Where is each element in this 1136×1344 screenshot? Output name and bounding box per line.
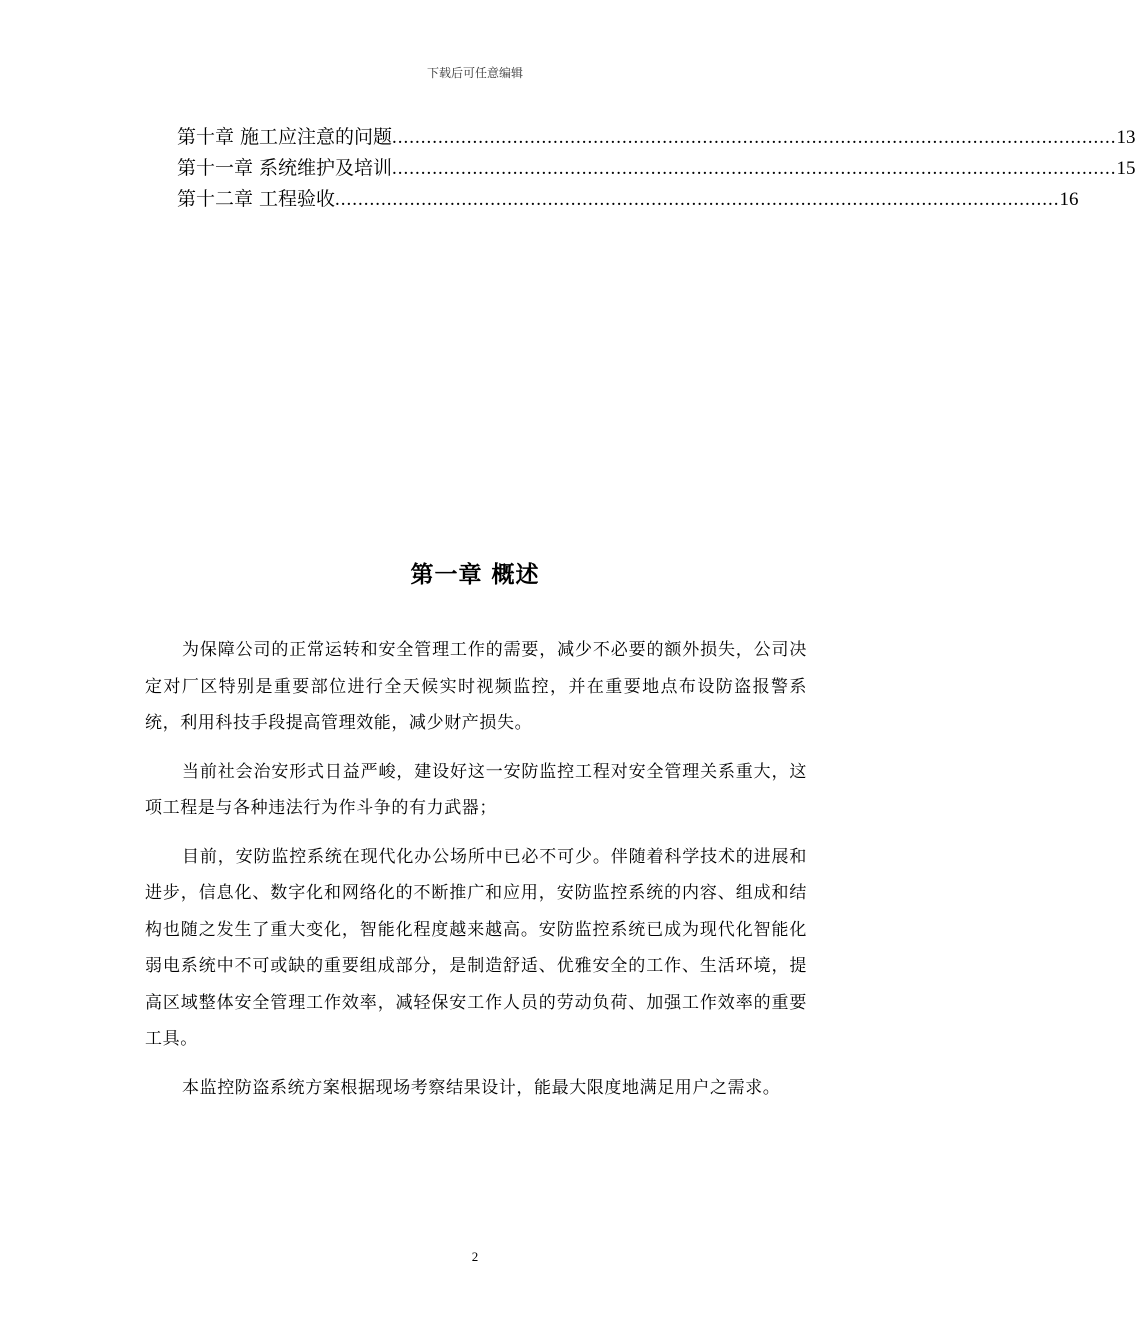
toc-entry-chapter-12[interactable] [177,184,1079,215]
toc-entry-chapter-11[interactable] [177,153,1136,184]
body-paragraph: 本监控防盗系统方案根据现场考察结果设计，能最大限度地满足用户之需求。 [182,1077,781,1098]
toc-entry-page: 15 [1116,158,1136,179]
body-paragraph: 当前社会治安形式日益严峻，建设好这一安防监控工程对安全管理关系重大，这项工程是与各种违法行为作斗争的有力武器； [145,761,807,818]
body-paragraph: 目前，安防监控系统在现代化办公场所中已必不可少。伴随着科学技术的进展和进步，信息化、数字化和网络化的不断推广和应用，安防监控系统的内容、组成和结构也随之发生了重大变化，智能化程度越来越高。安防监控系统已成为现代化智能化弱电系统中不可或缺的重要组成部分，是制造舒适、优雅安全的工作、生活环境，提高区域整体安全管理工作效率，减轻保安工作人员的劳动负荷、加强工作效率的重要工具。 [145,846,807,1049]
chapter-title: 第一章 概述 [410,562,540,588]
page-number: 2 [471,1249,479,1264]
toc-entry-title: 第十章 施工应注意的问题 [177,126,393,148]
table-of-contents [177,122,1136,215]
toc-entry-page: 16 [1059,189,1079,210]
toc-dot-leader: .............................................................................................................................. [335,189,1060,210]
toc-entry-title: 第十二章 工程验收 [177,188,336,210]
page-header: 下载后可任意编辑 [426,66,523,80]
body-paragraph: 为保障公司的正常运转和安全管理工作的需要，减少不必要的额外损失，公司决定对厂区特别是重要部位进行全天候实时视频监控，并在重要地点布设防盗报警系统，利用科技手段提高管理效能，减少财产损失。 [145,640,807,733]
toc-dot-leader: .............................................................................................................................. [392,158,1117,179]
toc-entry-page: 13 [1116,127,1136,148]
toc-entry-chapter-10[interactable] [177,122,1136,153]
chapter-body [145,632,807,1118]
toc-entry-title: 第十一章 系统维护及培训 [177,157,393,179]
toc-dot-leader: .............................................................................................................................. [392,127,1117,148]
